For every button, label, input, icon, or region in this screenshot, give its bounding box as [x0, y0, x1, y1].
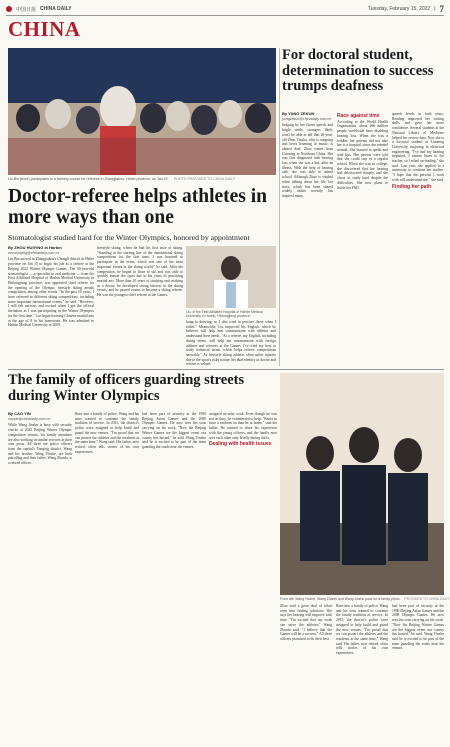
story1-body3: kung-fu drawing, so I also tried to practice those when I failed." Meanwhile, Liu improved his English, which he believes will help him communicate with athletes and understand their needs. "As a referee, my English, including skiing terms, will help me communicate with foreign athletes and referees at the Games. I've tried my best to study technical terms, which helps referee competitions smoothly." As freestyle skiing athletes often suffer injuries due to the sport's risky nature, his dual identity as doctor and referee is valued. — [186, 320, 276, 367]
story2-body1: Judging by her fluent speech and bright smile, strangers likely won't be able to tell that 26-year-old Zhao Yinshu, who is outgoing and loves listening to music, is almost deaf. Zhao comes from Liaoning in Northeast China. She was first diagnosed with hearing loss when she was a kid, after an illness. With the help of hearing aids, she was able to attend school. Although Zhao is studied when talking about her life, her story, which has been shared widely online recently, has inspired many. — [282, 123, 333, 198]
story1-headline: Doctor-referee helps athletes in more ways than one — [8, 186, 268, 228]
story2-col3 — [392, 112, 444, 366]
portrait-illustration — [186, 246, 276, 308]
story3-body4: assigned security work. Even though he was not on duty, he volunteered to help. "Better to have a uniform on than be at home," said the father. He wanted to share his experience with the young officers, and the family now sees each other only briefly during shifts. — [209, 412, 277, 440]
masthead: CHINA DAILY — [40, 6, 72, 12]
story3-subhead: Dealing with health issues — [209, 441, 272, 448]
story3-body3: had been part of security at the 1990 Beijing Asian Games and the 2008 Olympic Games. He now sees his sons carrying on his work. "Now the Beijing Winter Games are the biggest event our county has hosted," he said. Wang Yinzhe said he is excited to be part of the team guarding the roads near the venues. — [142, 412, 206, 449]
main-photo — [8, 48, 276, 175]
main-photo-caption — [8, 177, 276, 181]
story3-body2: Born into a family of police, Wang and his sons wanted to continue the family tradition of service. In 2015, the district's police were assigned to help build and guard the new venues. "I'm proud that we can protect the athletes and the residents at the same time," Wang said. His father, now retired, often tells stories of his own experiences. — [75, 412, 139, 454]
story-divider — [8, 369, 444, 370]
story2-col2 — [337, 112, 388, 366]
story2-body3: speech levels in both years. Reading improved her writing skills and gave her more confidence. Several students at the National Library of Medicine helped her review data. Now she is a doctoral student at Liaoning University, majoring in electrical engineering. "I've had my hearing impaired, I cannot listen to the teacher, so I relied on reading," she said. Last year, she applied to a university to continue her studies. "I hope that the persons I work with will understand me," she said. — [392, 112, 444, 182]
story1-email: zhouhuiying@chinadaily.com.cn — [8, 250, 60, 255]
separator: | — [434, 6, 436, 12]
story2-subhead2: Finding her path — [392, 183, 432, 190]
story3-photo — [280, 373, 444, 595]
story1-deck: Stomatologist studied hard for the Winter Olympics, honored by appointment — [8, 233, 250, 242]
masthead-cn: 中国日报 — [16, 6, 37, 13]
story1-col2 — [97, 246, 183, 366]
portrait-caption: Liu, of the First Affiliated Hospital of Harbin Medical University in Harbin, Heilongjiang province. — [186, 310, 263, 319]
story3-col2 — [75, 412, 139, 742]
story2-byline: By YANG ZEKUN — [282, 111, 315, 116]
section-title: CHINA — [8, 17, 81, 41]
story2-subhead1: Race against time — [337, 113, 380, 119]
caption-text: Liu Bin (front) participates in a training course for referees in Zhangjiakou, Hebei province, on Jan 22. — [8, 177, 169, 181]
story3-headline: The family of officers guarding streets during Winter Olympics — [8, 372, 245, 404]
family-photo-illustration — [280, 373, 444, 595]
story1-body1: Liu Bin arrived in Zhangjiakou's Chongli district in Hebei province on Jan 15 to begin his job as a referee at the Beijing 2022 Winter Olympic Games. The 30-year-old stomatologist — a specialist in oral medicine — from the First Affiliated Hospital of Harbin Medical University in Heilongjiang province, was appointed chief referee for the opening of the Olympic freestyle skiing aerials competition, among other events. "In the past 10 years, I have refereed in different skiing competitions, including some important international events," he said. "However, I still felt nervous and excited when I got the official invitation as I was participating in the Winter Olympics for the first time." Liu began learning Chinese martial arts at the age of 8 in his hometown. He was admitted to Harbin Medical University in 2009. — [8, 257, 94, 328]
story1-byline: By ZHOU HUIYING in Harbin — [8, 245, 62, 250]
main-photo-illustration — [8, 48, 276, 175]
story3-body7: had been part of security at the 1990 Beijing Asian Games and the 2008 Olympic Games. He now sees his sons carrying on his work. "Now the Beijing Winter Games are the biggest event our county has hosted," he said. Wang Yinzhe said he is excited to be part of the team guarding the roads near the venues. — [392, 604, 444, 651]
story2-col1 — [282, 112, 333, 366]
story3-col3 — [142, 412, 206, 742]
story1-col1 — [8, 246, 94, 366]
photo-credit: PROVIDED TO CHINA DAILY — [404, 597, 450, 601]
story3-photo-caption — [280, 597, 450, 601]
story2-email: yangzekun@chinadaily.com.cn — [282, 116, 332, 121]
photo-credit: PHOTO PROVIDED TO CHINA DAILY — [173, 177, 236, 181]
column-divider — [279, 48, 280, 366]
story3-email: caoyin@chinadaily.com.cn — [8, 416, 51, 421]
story3-byline: By CAO YIN — [8, 411, 31, 416]
story3-col6 — [336, 604, 388, 742]
story2-headline: For doctoral student, determination to success trumps deafness — [282, 47, 434, 94]
story1-col3 — [186, 320, 276, 366]
page-number: 7 — [439, 4, 444, 14]
story3-col1 — [8, 412, 72, 742]
caption-text: From left: Wang Yinzhe, Wang Zhanfu and Wang Jinzhu pose for a family photo. — [280, 597, 401, 601]
page-header — [6, 4, 444, 14]
header-rule — [6, 15, 444, 16]
story3-col4 — [209, 412, 277, 742]
story1-body2: freestyle skiing, where he had his first taste of skiing. "Standing at the starting line of the international skiing competitions for the first time, I was honored to participate in the event, which was one of the most important events in the skiing world," he said. After the competition, he began to learn to ski and was able to quickly master the sport due to his years of practicing martial arts. More than 10 years of studying and working as a doctor, he developed strong interest in the skiing events, and he passed exams to become a skiing referee. He was the youngest chief referee at the Games. — [97, 246, 183, 298]
story3-body5: Zhao said a great deal of effort went into finding solutions. She says her hearing will improve with time. "I'm excited that my work can serve the athletes," Wang Zhanfu said. "I believe that the Games will be a success." All three officers promised to do their best. — [280, 604, 332, 641]
story3-body1: While Wang Jinzhu is busy with security checks at 2022 Beijing Winter Olympic competition venues, his family members are also working in similar services at their own posts. All three are police officers from the capital's Yanqing district. Wang and his brother, Wang Yinzhe, are both patrolling and their father, Wang Zhanfu, is a retired officer. — [8, 423, 72, 466]
masthead-logo — [6, 6, 12, 12]
story1-portrait — [186, 246, 276, 308]
story3-col7 — [392, 604, 444, 742]
story3-col5 — [280, 604, 332, 742]
story3-body6: Born into a family of police, Wang and his sons wanted to continue the family tradition of service. In 2015, the district's police were assigned to help build and guard the new venues. "I'm proud that we can protect the athletes and the residents at the same time," Wang said. His father, now retired, often tells stories of his own experiences. — [336, 604, 388, 656]
issue-date: Tuesday, February 15, 2022 — [367, 6, 431, 12]
story2-body2: According to the World Health Organization, about 466 million people worldwide have disabling hearing loss. When she was a toddler, her parents did not take her to a hospital, since she seemed normal. She learned to speak and read lips. Her parents were told that she could stay in a regular school. When she was in college, she discovered that her hearing had deteriorated sharply, and she chose to study hard despite the difficulties. She now plans to finish her PhD. — [337, 119, 388, 190]
